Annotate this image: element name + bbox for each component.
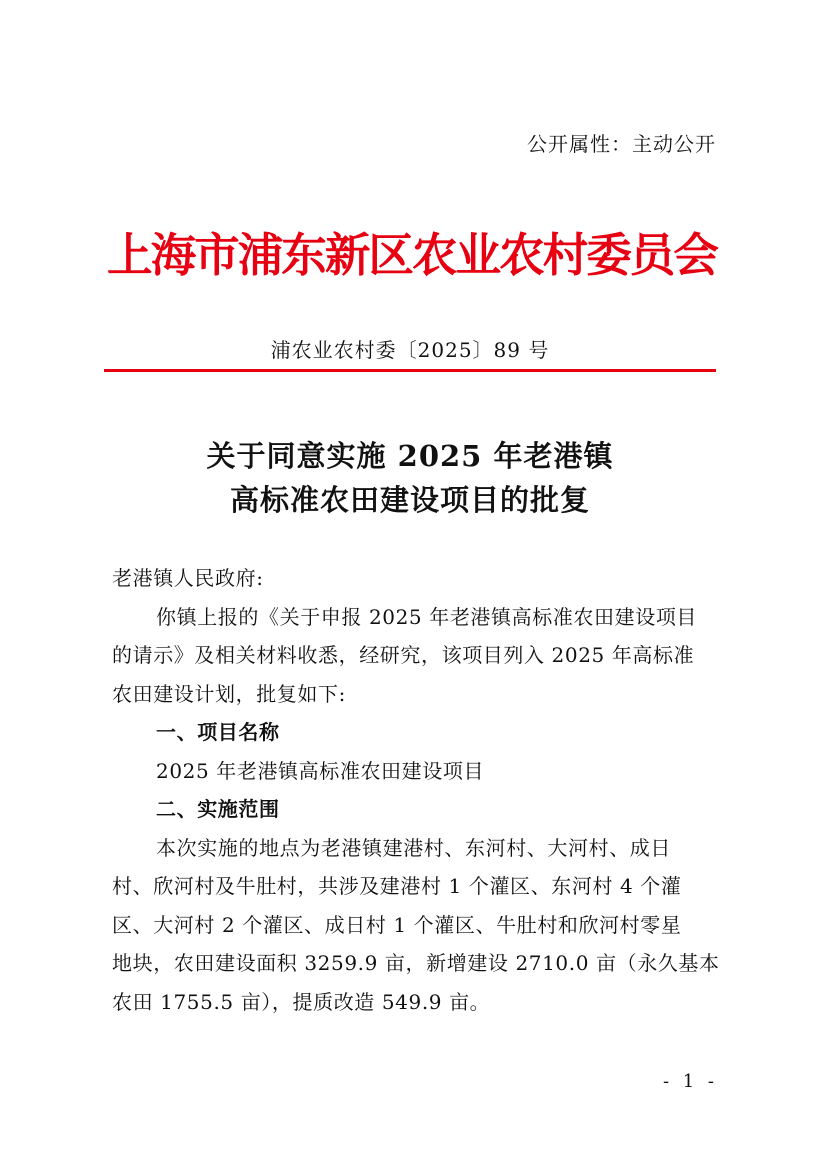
addressee: 老港镇人民政府: [112, 566, 264, 590]
section-1-heading: 一、项目名称 [156, 720, 280, 744]
paragraph-1-line-1: 你镇上报的《关于申报 2025 年老港镇高标准农田建设项目 [156, 604, 698, 629]
document-title-line-1: 关于同意实施 2025 年老港镇 [206, 439, 614, 473]
section-2-line-2: 村、欣河村及牛肚村，共涉及建港村 1 个灌区、东河村 4 个灌 [112, 874, 682, 898]
section-2-line-1: 本次实施的地点为老港镇建港村、东河村、大河村、成日 [156, 835, 671, 860]
document-title-line-2: 高标准农田建设项目的批复 [229, 483, 590, 517]
section-2-heading: 二、实施范围 [156, 797, 280, 821]
paragraph-1-line-3: 农田建设计划，批复如下: [112, 681, 346, 706]
page-number: - 1 - [662, 1071, 718, 1092]
section-1-text: 2025 年老港镇高标准农田建设项目 [156, 758, 485, 783]
section-2-line-5: 农田 1755.5 亩），提质改造 549.9 亩。 [112, 989, 491, 1014]
red-divider [104, 369, 716, 372]
section-2-line-4: 地块，农田建设面积 3259.9 亩，新增建设 2710.0 亩（永久基本 [112, 951, 720, 975]
document-body [112, 559, 718, 1021]
public-attribute: 公开属性：主动公开 [527, 132, 716, 156]
document-title [104, 434, 716, 522]
paragraph-1-line-2: 的请示》及相关材料收悉，经研究，该项目列入 2025 年高标准 [112, 643, 695, 667]
document-number: 浦农业农村委〔2025〕89 号 [270, 338, 550, 362]
section-2-line-3: 区、大河村 2 个灌区、成日村 1 个灌区、牛肚村和欣河村零星 [112, 912, 682, 937]
organization-masthead: 上海市浦东新区农业农村委员会 [107, 228, 717, 282]
